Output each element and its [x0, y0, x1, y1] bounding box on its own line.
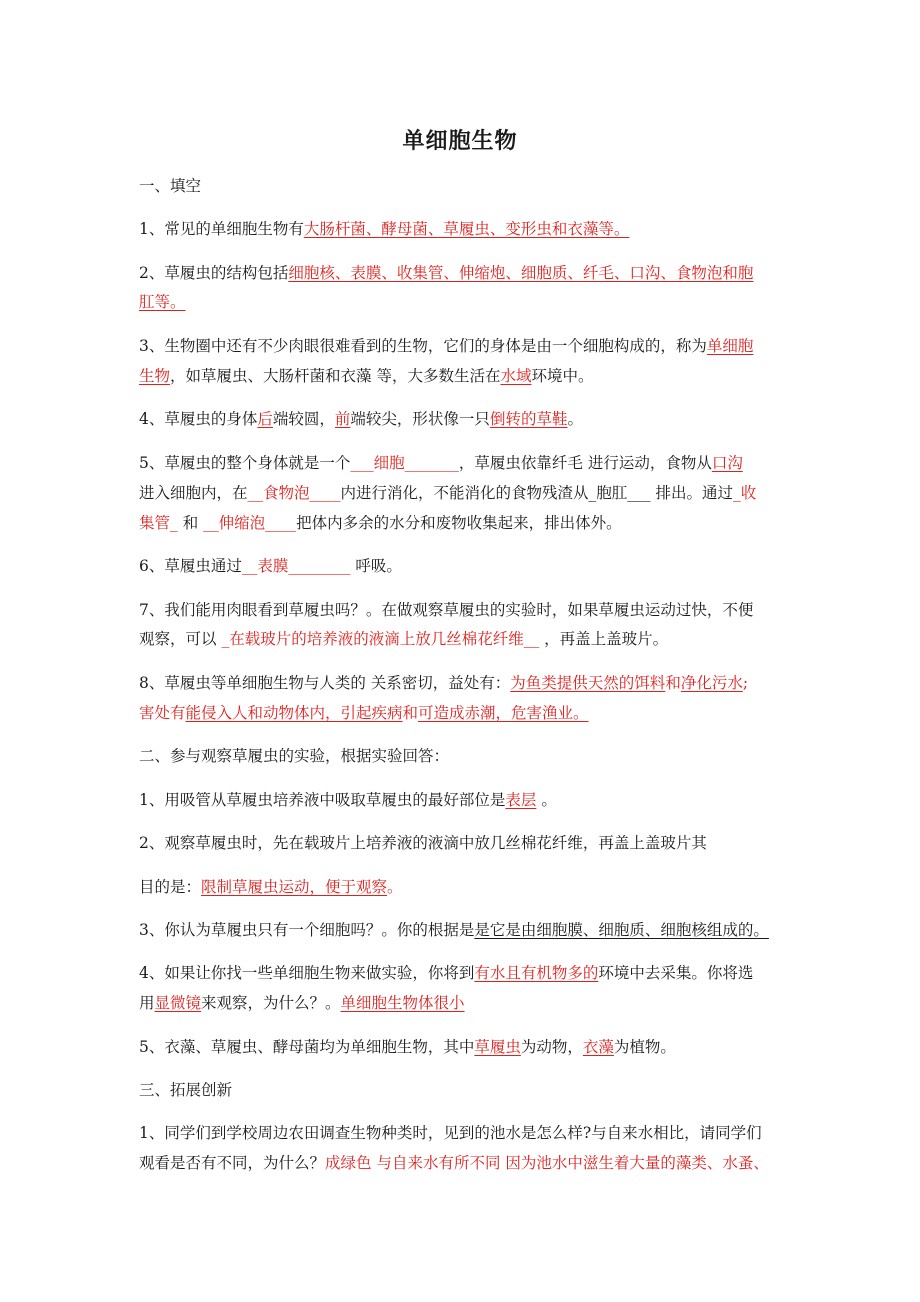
question-2-cont [139, 291, 799, 313]
question-text: 1、同学们到学校周边农田调查生物种类时，见到的池水是怎么样?与自来水相比，请同学们 [139, 1124, 762, 1142]
answer: ___细胞_______ [350, 454, 459, 472]
answer: 大肠杆菌、酵母菌、草履虫、变形虫和衣藻等。 [303, 220, 630, 238]
page-title: 单细胞生物 [402, 128, 518, 154]
experiment-question-3 [139, 919, 799, 941]
answer: 水域 [500, 367, 532, 385]
question-text: 4、如果让你找一些单细胞生物来做实验，你将到 [139, 964, 475, 982]
question-2 [139, 262, 799, 284]
answer: 生物 [139, 367, 171, 385]
experiment-question-5 [139, 1036, 799, 1058]
question-text: 环境中。 [531, 367, 594, 385]
answer: _收 [732, 484, 757, 502]
question-text: 1、常见的单细胞生物有 [139, 220, 304, 238]
answer: __伸缩泡____ [203, 514, 297, 532]
question-8-cont [139, 702, 799, 724]
question-text: 6、草履虫通过 [139, 557, 242, 575]
question-text: 3、生物圈中还有不少肉眼很难看到的生物，它们的身体是由一个细胞构成的，称为 [139, 337, 707, 355]
question-text: 。 [567, 410, 583, 428]
question-7-cont [139, 628, 799, 650]
answer: 害处有 [139, 704, 186, 722]
experiment-question-2-cont [139, 876, 799, 898]
question-text: 2、草履虫的结构包括 [139, 264, 289, 282]
question-text: 内进行消化，不能消化的食物残渣从_胞肛___ 排出。通过 [340, 484, 733, 502]
answer: 后 [257, 410, 273, 428]
question-4 [139, 408, 799, 430]
extension-question-1 [139, 1122, 799, 1144]
question-text: 3、你认为草履虫只有一个细胞吗？。你的根据是 [139, 921, 475, 939]
question-text: 呼吸。 [350, 557, 402, 575]
question-text: 观看是否有不同，为什么？ [139, 1154, 326, 1172]
question-text: 来观察，为什么？。 [201, 994, 341, 1012]
question-text: 4、草履虫的身体 [139, 410, 258, 428]
question-text: 进入细胞内，在 [139, 484, 248, 502]
question-text: ，再盖上盖玻片。 [539, 630, 669, 648]
answer: 显微镜 [154, 994, 202, 1012]
answer: 肛等。 [139, 293, 186, 311]
answer: 能侵入人和动物体内，引起疾病 [185, 704, 403, 722]
question-7 [139, 599, 799, 621]
question-text: 5、草履虫的整个身体就是一个 [139, 454, 351, 472]
question-5-cont2 [139, 512, 799, 534]
question-text: 8、草履虫等单细胞生物与人类的 关系密切，益处有： [139, 674, 511, 692]
question-text: 1、用吸管从草履虫培养液中吸取草履虫的最好部位是 [139, 791, 506, 809]
question-8 [139, 672, 799, 694]
question-text: 2、观察草履虫时，先在载玻片上培养液的液滴中放几丝棉花纤维，再盖上盖玻片其 [139, 834, 707, 852]
question-text: 端较尖，形状像一只 [350, 410, 490, 428]
answer: _在载玻片的培养液的液滴上放几丝棉花纤维__ [221, 630, 540, 648]
question-1 [139, 218, 799, 240]
answer: 可造成赤潮，危害渔业。 [418, 704, 589, 722]
answer: 细胞核、表膜、收集管、伸缩炮、细胞质、纤毛、口沟、食物泡和胞 [288, 264, 754, 282]
answer: 成绿色 与自来水有所不同 因为池水中滋生着大量的藻类、水蚤、 [325, 1154, 769, 1172]
question-text: 5、衣藻、草履虫、酵母菌均为单细胞生物，其中 [139, 1038, 475, 1056]
experiment-question-4 [139, 962, 799, 984]
answer: 。 [387, 878, 403, 896]
answer: 集管_ [139, 514, 178, 532]
answer: 和 [665, 674, 681, 692]
question-text: 环境中去采集。你将选 [598, 964, 754, 982]
question-text: 观察，可以 [139, 630, 222, 648]
question-text: 7、我们能用肉眼看到草履虫吗？。在做观察草履虫的实验时，如果草履虫运动过快，不便 [139, 601, 754, 619]
question-3 [139, 335, 799, 357]
question-text: 为动物， [520, 1038, 583, 1056]
answer: 衣藻 [582, 1038, 614, 1056]
answer: 单细胞 [706, 337, 754, 355]
question-text: 和 [177, 514, 204, 532]
question-text: 端较圆， [272, 410, 335, 428]
answer: 净化污水 [680, 674, 743, 692]
question-text: 把体内多余的水分和废物收集起来，排出体外。 [296, 514, 622, 532]
answer: 表层 [505, 791, 537, 809]
question-5-cont [139, 482, 799, 504]
answer: 草履虫 [474, 1038, 521, 1056]
experiment-question-4-cont [139, 992, 799, 1014]
answer: 倒转的草鞋 [489, 410, 568, 428]
section-heading-extension: 三、拓展创新 [139, 1081, 233, 1099]
section-heading-fill-blank: 一、填空 [139, 177, 202, 195]
answer: 单细胞生物体很小 [340, 994, 465, 1012]
answer: 口沟 [711, 454, 743, 472]
question-text: ，草履虫依靠纤毛 进行运动，食物从 [458, 454, 712, 472]
answer: __表膜________ [241, 557, 351, 575]
section-heading-experiment: 二、参与观察草履虫的实验，根据实验回答： [139, 747, 450, 765]
question-text: 为植物。 [613, 1038, 676, 1056]
answer: ; [742, 674, 749, 692]
answer: __食物泡____ [247, 484, 341, 502]
answer: 前 [334, 410, 351, 428]
question-3-cont [139, 365, 799, 387]
answer: 为鱼类提供天然的饵料 [510, 674, 666, 692]
question-text: 目的是： [139, 878, 202, 896]
experiment-question-2 [139, 832, 799, 854]
answer: 是它是由细胞膜、细胞质、细胞核组成的。 [474, 921, 769, 939]
experiment-question-1 [139, 789, 799, 811]
answer: 和 [402, 704, 419, 722]
question-text: 。 [536, 791, 557, 809]
question-5 [139, 452, 799, 474]
extension-question-1-cont [139, 1152, 799, 1174]
answer: 有水且有机物多的 [474, 964, 599, 982]
question-6 [139, 555, 799, 577]
answer: 限制草履虫运动，便于观察 [201, 878, 388, 896]
question-text: ，如草履虫、大肠杆菌和衣藻 等，大多数生活在 [170, 367, 501, 385]
question-text: 用 [139, 994, 155, 1012]
